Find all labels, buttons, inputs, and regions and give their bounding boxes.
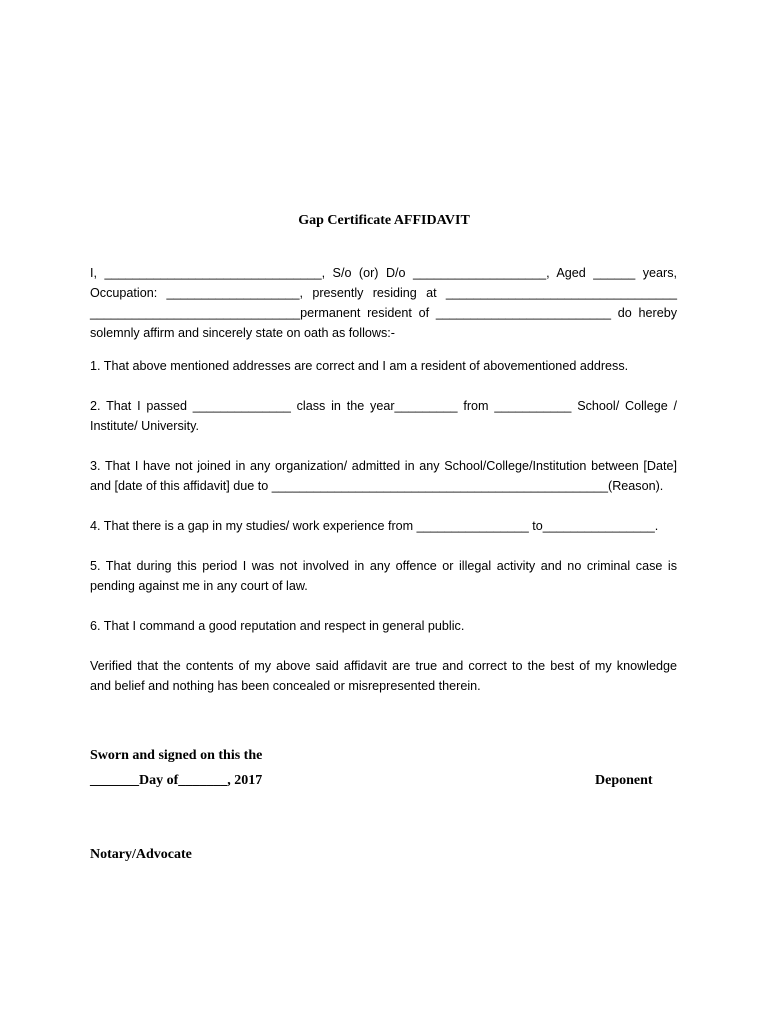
paragraph-line: 3. That I have not joined in any organization/ admitted in any School/College/Institution between [Date] bbox=[90, 459, 677, 473]
paragraph-line: 1. That above mentioned addresses are correct and I am a resident of abovementioned address. bbox=[90, 359, 629, 373]
paragraph-line: Institute/ University. bbox=[90, 419, 199, 433]
paragraph-3 bbox=[90, 456, 677, 496]
paragraph-line: pending against me in any court of law. bbox=[90, 579, 308, 593]
paragraph-line: 2. That I passed ______________ class in the year_________ from ___________ School/ College / bbox=[90, 399, 677, 413]
intro-line: ______________________________permanent resident of _________________________ do hereby bbox=[90, 306, 677, 320]
paragraph-line: 6. That I command a good reputation and respect in general public. bbox=[90, 619, 465, 633]
notary-label: Notary/Advocate bbox=[90, 847, 192, 862]
paragraph-5 bbox=[90, 556, 677, 596]
paragraph-line: 4. That there is a gap in my studies/ work experience from ________________ to________________. bbox=[90, 519, 659, 533]
paragraph-1 bbox=[90, 356, 677, 376]
verification-paragraph bbox=[90, 656, 677, 696]
paragraph-2 bbox=[90, 396, 677, 436]
intro-line: Occupation: ___________________, presently residing at _________________________________ bbox=[90, 286, 677, 300]
intro-line: solemnly affirm and sincerely state on oath as follows:- bbox=[90, 326, 395, 340]
intro-line: I, _______________________________, S/o (or) D/o ___________________, Aged ______ years, bbox=[90, 266, 677, 280]
paragraph-6 bbox=[90, 616, 677, 636]
paragraph-line: 5. That during this period I was not involved in any offence or illegal activity and no criminal case is bbox=[90, 559, 677, 573]
paragraph-line: Verified that the contents of my above said affidavit are true and correct to the best of my knowledge bbox=[90, 659, 677, 673]
document-title: Gap Certificate AFFIDAVIT bbox=[298, 213, 470, 228]
paragraph-line: and belief and nothing has been concealed or misrepresented therein. bbox=[90, 679, 481, 693]
intro-paragraph bbox=[90, 263, 677, 343]
paragraph-line: and [date of this affidavit] due to ________________________________________________(Reason). bbox=[90, 479, 664, 493]
deponent-label: Deponent bbox=[595, 773, 653, 788]
date-line: _______Day of_______, 2017 bbox=[90, 773, 263, 788]
paragraph-4 bbox=[90, 516, 677, 536]
sworn-statement: Sworn and signed on this the bbox=[90, 748, 263, 763]
